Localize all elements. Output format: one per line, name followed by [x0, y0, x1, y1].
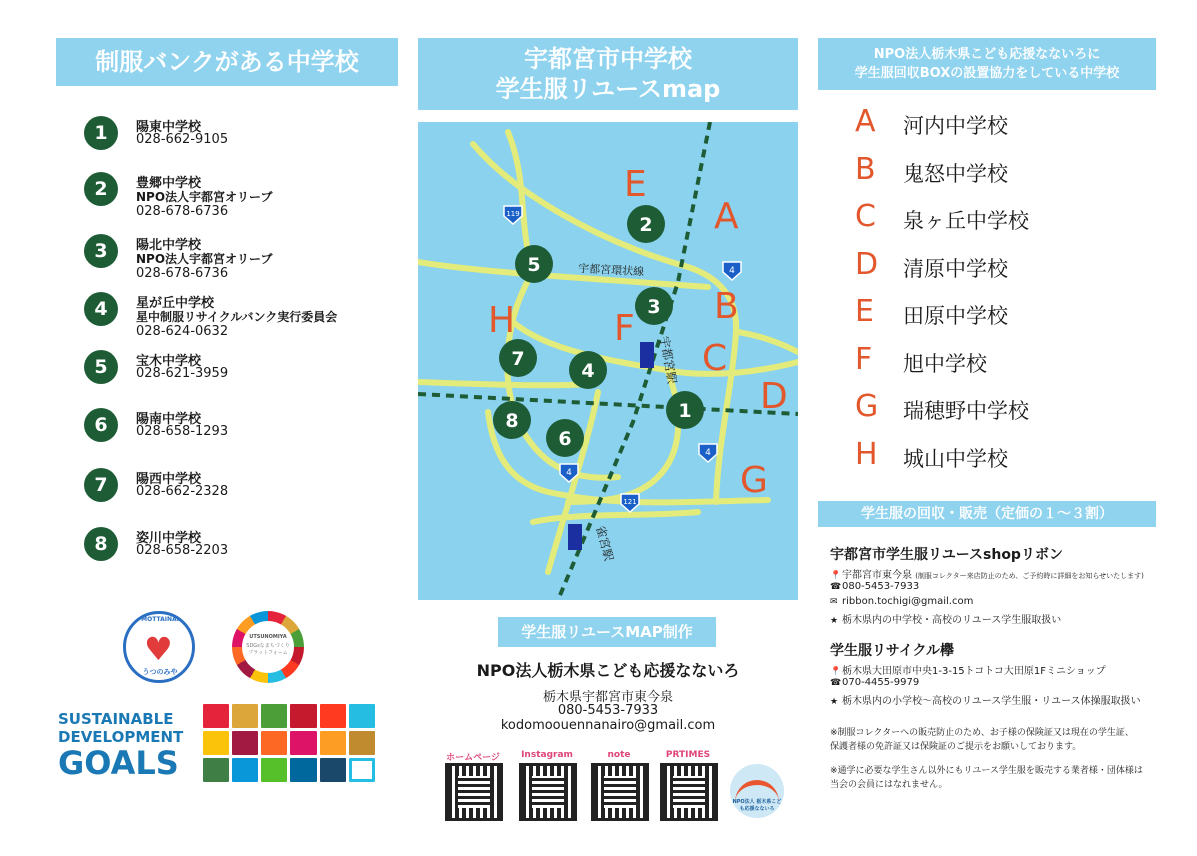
school-name: 姿川中学校	[136, 531, 202, 546]
school-letter: E	[855, 294, 874, 329]
sdg-goal-icon	[203, 758, 229, 782]
school-bank-org: NPO法人宇都宮オリーブ	[136, 252, 273, 266]
sdg-goal-icon	[261, 731, 287, 755]
school-letter: F	[855, 341, 873, 377]
map-title	[418, 38, 798, 110]
route-4-label-east: 4	[705, 448, 711, 458]
school-letter: C	[855, 199, 876, 234]
school-tel: 028-658-1293	[136, 424, 229, 439]
map-title-line2: 学生服リユースmap	[495, 75, 721, 103]
collection-title-line2: 学生服回収BOXの設置協力をしている中学校	[854, 66, 1120, 81]
map-letter-marker: C	[702, 338, 728, 379]
qr-code-icon[interactable]	[448, 766, 500, 818]
school-letter: G	[855, 389, 879, 424]
utsunomiya-sdgs-logo	[232, 611, 304, 683]
notice-1	[830, 726, 1160, 754]
shop1-address-note: (制服コレクター来店防止のため、ご予約時に詳細をお知らせいたします)	[915, 572, 1144, 580]
mail-icon: ✉	[830, 597, 838, 607]
suzumenomiya-station-marker	[568, 524, 582, 550]
school-tel: 028-678-6736	[136, 266, 229, 281]
school-name: 陽東中学校	[136, 120, 202, 135]
star-icon: ★	[830, 697, 839, 707]
npo-nanairo-logo	[730, 764, 784, 818]
map-credit-title: 学生服リユースMAP制作	[498, 617, 716, 647]
location-pin-icon: 📍	[830, 571, 842, 581]
org-email: kodomoouennanairo@gmail.com	[500, 718, 716, 733]
school-tel: 028-662-2328	[136, 484, 229, 499]
school-bank-title: 制服バンクがある中学校	[56, 38, 398, 86]
school-name: 陽北中学校	[136, 238, 202, 253]
shop1-email: ribbon.tochigi@gmail.com	[842, 596, 974, 607]
sdg-goal-icon	[290, 758, 316, 782]
school-number-badge: 1	[84, 116, 118, 150]
school-number-badge: 6	[84, 408, 118, 442]
sdgs-line3: GOALS	[58, 744, 179, 782]
sdg-goal-icon	[203, 704, 229, 728]
shop2-address: 栃木県大田原市中央1-3-15トコトコ大田原1Fミニショップ	[842, 666, 1106, 677]
map-number-label: 1	[678, 400, 692, 422]
map-letter-marker: F	[614, 308, 635, 349]
shop2-address-line	[830, 662, 1106, 677]
sdg-goal-icon	[261, 704, 287, 728]
map-number-label: 6	[558, 428, 572, 450]
sdgs-wordmark	[58, 710, 198, 780]
sdg-goal-icon	[349, 758, 375, 782]
shop2-name: 学生服リサイクル欅	[830, 643, 955, 659]
school-tel: 028-621-3959	[136, 366, 229, 381]
ring-road-north	[418, 262, 708, 287]
qr-label: ホームページ	[446, 753, 500, 763]
map-letter-marker: H	[488, 300, 516, 341]
shop1-note-line	[830, 611, 1061, 626]
map-title-line1: 宇都宮市中学校	[524, 45, 692, 73]
school-name: 豊郷中学校	[136, 176, 202, 191]
reuse-map	[418, 122, 798, 600]
qr-label: PRTIMES	[665, 750, 711, 760]
school-tel: 028-662-9105	[136, 132, 229, 147]
shop1-address-line	[830, 566, 1144, 581]
school-number-badge: 3	[84, 234, 118, 268]
sdg-goal-icon	[320, 731, 346, 755]
map-letter-marker: G	[740, 460, 768, 501]
school-name: 宝木中学校	[136, 354, 202, 369]
suzumenomiya-station-label: 雀宮駅	[593, 524, 616, 563]
shop1-note: 栃木県内の中学校・高校のリユース学生服取扱い	[842, 615, 1062, 626]
notice-2-line2: 当会の会員にはなれません。	[830, 780, 948, 790]
school-name: 河内中学校	[903, 114, 1008, 138]
school-tel: 028-658-2203	[136, 543, 229, 558]
sdg-goal-icon	[232, 704, 258, 728]
ring-line2: SDGsなまちづくりプラットフォーム	[246, 643, 290, 656]
sdg-goal-icon	[232, 731, 258, 755]
sdgs-goal-icons	[203, 704, 375, 782]
shop2-tel: 070-4455-9979	[842, 677, 920, 688]
star-icon: ★	[830, 616, 839, 626]
school-name: 陽西中学校	[136, 472, 202, 487]
school-bank-org: 星中制服リサイクルバンク実行委員会	[136, 310, 338, 324]
npo-logo-text: NPO法人 栃木県こども応援なないろ	[732, 799, 782, 812]
school-tel: 028-624-0632	[136, 324, 229, 339]
notice-1-line2: 保護者様の免許証又は保険証のご提示をお願いしております。	[830, 742, 1082, 752]
org-tel: 080-5453-7933	[557, 703, 659, 718]
map-number-label: 7	[511, 348, 525, 370]
route-121-label: 121	[623, 498, 637, 506]
map-letter-marker: B	[714, 286, 739, 327]
qr-code-icon[interactable]	[663, 766, 715, 818]
map-number-label: 3	[647, 296, 661, 318]
route-4-label-south: 4	[566, 468, 572, 478]
notice-2-line1: ※通学に必要な学生さん以外にもリユース学生服を販売する業者様・団体様は	[830, 766, 1143, 776]
school-number-badge: 7	[84, 468, 118, 502]
school-name: 城山中学校	[903, 446, 1008, 471]
mottainai-logo	[123, 611, 195, 683]
qr-code-icon[interactable]	[594, 766, 646, 818]
shop2-note-line	[830, 692, 1141, 707]
sdg-goal-icon	[290, 704, 316, 728]
school-name: 泉ヶ丘中学校	[903, 209, 1029, 233]
school-letter: A	[855, 104, 876, 139]
sdg-goal-icon	[261, 758, 287, 782]
map-number-label: 5	[527, 254, 541, 276]
ring-line1: UTSUNOMIYA	[249, 634, 287, 640]
school-name: 星が丘中学校	[136, 296, 215, 311]
sdgs-line1: SUSTAINABLE	[58, 710, 174, 728]
shop1-tel: 080-5453-7933	[842, 581, 920, 592]
sdg-goal-icon	[349, 704, 375, 728]
ring-road-label: 宇都宮環状線	[577, 262, 645, 279]
map-number-label: 2	[639, 214, 653, 236]
school-name: 旭中学校	[903, 351, 987, 376]
map-letter-marker: A	[714, 196, 739, 237]
map-svg	[418, 122, 798, 600]
shop1-email-line	[830, 596, 973, 607]
shop1-name: 宇都宮市学生服リユースshopリボン	[830, 547, 1063, 563]
school-number-badge: 8	[84, 527, 118, 561]
school-letter: B	[855, 151, 876, 187]
heart-icon: ♥	[144, 630, 173, 668]
sales-title: 学生服の回収・販売（定価の１～３割）	[818, 501, 1156, 527]
sdg-goal-icon	[320, 758, 346, 782]
school-name: 陽南中学校	[136, 412, 202, 427]
sdg-goal-icon	[203, 731, 229, 755]
collection-box-title	[818, 38, 1156, 90]
utsunomiya-station-label: 宇都宮駅	[657, 335, 680, 385]
org-name: NPO法人栃木県こども応援なないろ	[476, 661, 740, 680]
road-west	[418, 382, 588, 385]
school-number-badge: 5	[84, 350, 118, 384]
road-center	[513, 322, 798, 374]
utsunomiya-station-marker	[640, 342, 654, 368]
shop1-tel-line	[830, 581, 919, 592]
school-number-badge: 4	[84, 292, 118, 326]
map-letter-marker: D	[760, 376, 788, 417]
phone-icon: ☎	[830, 678, 842, 688]
railway-east-west	[418, 394, 798, 414]
shop1-address: 宇都宮市東今泉	[842, 570, 912, 581]
school-tel: 028-678-6736	[136, 204, 229, 219]
road-lower	[533, 512, 698, 522]
shop2-note: 栃木県内の小学校～高校のリユース学生服・リユース体操服取扱い	[842, 696, 1141, 707]
notice-2	[830, 764, 1160, 792]
map-letter-marker: E	[624, 164, 647, 205]
mottainai-bottom-text: うつのみや	[142, 668, 178, 676]
map-number-label: 4	[581, 360, 595, 382]
notice-1-line1: ※制服コレクターへの販売防止のため、お子様の保険証又は現在の学生証、	[830, 728, 1134, 738]
sdg-goal-icon	[232, 758, 258, 782]
map-number-label: 8	[505, 410, 519, 432]
road-east-branch	[738, 332, 798, 352]
school-letter: D	[855, 246, 879, 282]
phone-icon: ☎	[830, 582, 842, 592]
org-address: 栃木県宇都宮市東今泉	[542, 690, 673, 705]
school-letter: H	[855, 436, 878, 472]
school-number-badge: 2	[84, 172, 118, 206]
collection-title-line1: NPO法人栃木県こども応援なないろに	[873, 47, 1101, 62]
route-4-label-north: 4	[729, 266, 735, 276]
qr-code-icon[interactable]	[522, 766, 574, 818]
school-name: 田原中学校	[903, 304, 1008, 328]
school-bank-org: NPO法人宇都宮オリーブ	[136, 190, 273, 204]
sdgs-line2: DEVELOPMENT	[58, 728, 184, 746]
school-name: 鬼怒中学校	[903, 161, 1008, 186]
sdg-goal-icon	[349, 731, 375, 755]
route-119-label: 119	[506, 210, 520, 218]
qr-label: note	[607, 750, 631, 760]
school-name: 瑞穂野中学校	[903, 399, 1029, 423]
sdg-goal-icon	[320, 704, 346, 728]
location-pin-icon: 📍	[830, 667, 842, 677]
qr-label: Instagram	[521, 750, 573, 760]
sdg-goal-icon	[290, 731, 316, 755]
shop2-tel-line	[830, 677, 919, 688]
mottainai-top-text: MOTTAINAI	[141, 616, 179, 623]
school-name: 清原中学校	[903, 256, 1008, 281]
